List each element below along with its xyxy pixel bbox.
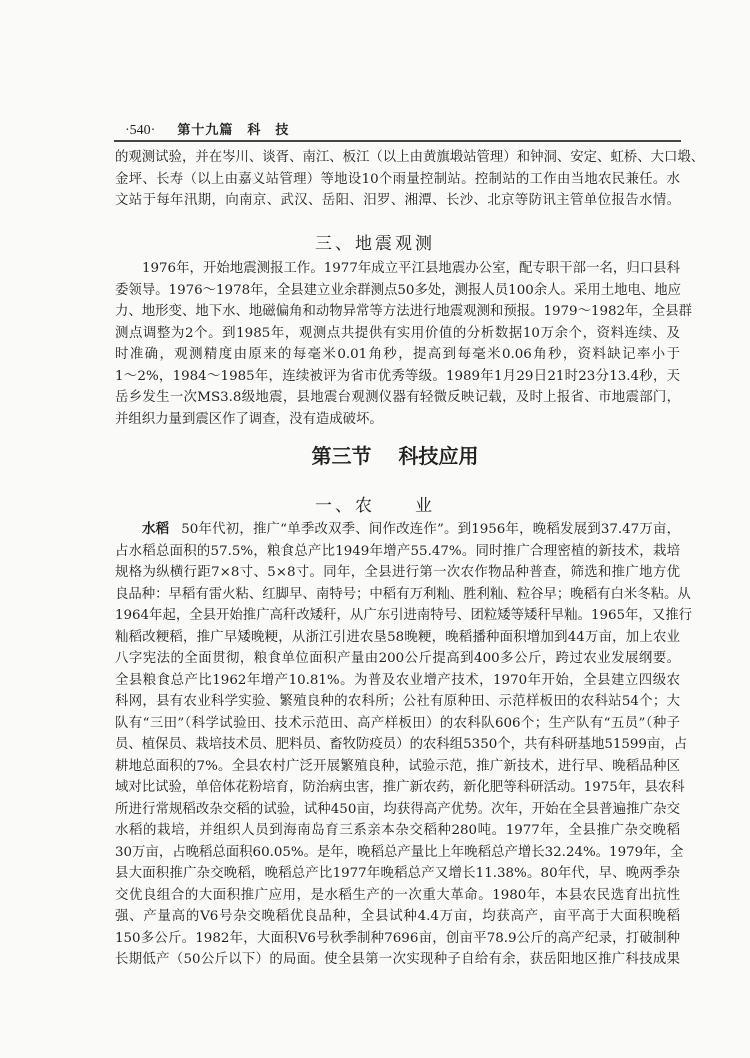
text-line-content: 良品种：早稻有雷火粘、红脚早、南特号；中稻有万利籼、胜利籼、粒谷早；晚稻有白米冬粘。从	[115, 586, 691, 602]
text-line	[115, 301, 692, 323]
text-line	[115, 409, 680, 431]
text-line	[115, 519, 680, 541]
text-line-content: 测点调整为2个。到1985年，观测点共提供有实用价值的分析数据10万余个，资料连续、及	[115, 325, 680, 341]
text-line-content: 水稻的栽培，并组织人员到海南岛育三系亲本杂交稻种280吨。1977年，全县推广杂交晚稻	[115, 823, 680, 838]
text-line-content: 八字宪法的全面贯彻，粮食单位面积产量由200公斤提高到400多公斤，跨过农业发展纲要。	[115, 651, 680, 666]
text-line-content: 1976年，开始地震测报工作。1977年成立平江县地震办公室，配专职干部一名，归口县科	[142, 261, 680, 276]
text-line	[115, 323, 680, 345]
text-line	[115, 799, 680, 821]
running-header	[125, 119, 289, 139]
text-line	[115, 863, 680, 885]
paragraph-continued	[115, 147, 705, 212]
text-line-content: 规格为纵横行距7×8寸、5×8寸。同年，全县进行第一次农作物品种普查，筛选和推广地方优	[115, 565, 680, 580]
text-line	[115, 605, 692, 627]
text-line	[115, 541, 680, 563]
text-line	[115, 147, 705, 169]
text-line	[115, 387, 680, 409]
text-line-content: 30万亩，占晚稻总面积60.05%。是年，晚稻总产量比上年晚稻总产增长32.24%。1979年，全	[115, 844, 684, 860]
text-line-content: 并组织力量到震区作了调查，没有造成破坏。	[115, 411, 383, 427]
text-line-content: 长期低产（50公斤以下）的局面。使全县第一次实现种子自给有余，获岳阳地区推广科技成果	[115, 952, 680, 967]
paragraph-rice	[115, 519, 692, 971]
text-line	[115, 885, 680, 907]
text-line	[115, 562, 680, 584]
text-line	[115, 906, 680, 928]
text-line-content: 1～2%，1984～1985年，连续被评为省市优秀等级。1989年1月29日21时23分13.4秒，天	[115, 368, 680, 384]
text-line	[115, 344, 680, 366]
text-line	[115, 169, 680, 191]
text-line	[115, 584, 691, 606]
text-line	[115, 670, 680, 692]
text-line-content: 队有“三田”（科学试验田、技术示范田、高产样板田）的农科队606个；生产队有“五员”（种子	[115, 715, 680, 731]
text-line-content: 金坪、长寿（以上由嘉义站管理）等地设10个雨量控制站。控制站的工作由当地农民兼任。水	[115, 171, 680, 187]
header-rule	[114, 140, 681, 142]
paragraph-lead-term: 水稻	[142, 522, 170, 537]
text-line	[115, 820, 680, 842]
text-line	[115, 280, 680, 302]
text-line-content: 的观测试验，并在岑川、谈胥、南江、板江（以上由黄旗塅站管理）和钟洞、安定、虹桥、大口塅、	[115, 150, 705, 165]
text-line-content: 籼稻改粳稻，推广早矮晚粳，从浙江引进农垦58晚粳，晚稻播种面积增加到44万亩，加上农业	[115, 629, 680, 645]
text-line-content: 占水稻总面积的57.5%，粮食总产比1949年增产55.47%。同时推广合理密植的新技术，栽培	[115, 543, 680, 559]
text-line	[115, 366, 680, 388]
section-title: 第三节 科技应用	[311, 444, 479, 468]
text-line-content: 强、产量高的V6号杂交晚稻优良品种，全县试种4.4万亩，均获高产，亩平高于大面积晚稻	[115, 909, 680, 924]
text-line-content: 150多公斤。1982年，大面积V6号秋季制种7696亩，创亩平78.9公斤的高产纪录，打破制种	[115, 930, 680, 946]
text-line	[115, 648, 680, 670]
text-line	[115, 258, 680, 280]
text-line	[115, 928, 680, 950]
text-line	[115, 842, 684, 864]
text-line	[115, 713, 680, 735]
text-line-content: 科网，县有农业科学实验、繁殖良种的农科所；公社有原种田、示范样板田的农科站54个；大	[115, 694, 680, 709]
text-line-content: 员、植保员、栽培技术员、肥料员、畜牧防疫员）的农科组5350个，共有科研基地51599亩，占	[115, 737, 688, 752]
part-title: 第十九篇 科 技	[177, 123, 290, 138]
text-line-content: 岳乡发生一次MS3.8级地震，县地震台观测仪器有轻微反映记载，及时上报省、市地震部门，	[115, 390, 680, 405]
text-line	[115, 691, 680, 713]
text-line	[115, 949, 680, 971]
text-line-content: 耕地总面积的7%。全县农村广泛开展繁殖良种，试验示范，推广新技术，进行早、晚稻品种区	[115, 758, 680, 774]
text-line-content: 委领导。1976～1978年，全县建立业余群测点50多处，测报人员100余人。采用土地电、地应	[115, 282, 682, 298]
text-line	[115, 734, 688, 756]
text-line-content: 50年代初，推广“单季改双季、间作改连作”。到1956年，晚稻发展到37.47万亩，	[181, 522, 680, 537]
text-line-content: 所进行常规稻改杂交稻的试验，试种450亩，均获得高产优势。次年，开始在全县普遍推广杂交	[115, 801, 680, 817]
text-line-content: 1964年起，全县开始推广高秆改矮秆，从广东引进南特号、团粒矮等矮秆早籼。1965年，又推行	[115, 608, 692, 623]
heading-seismic-observation: 三、地震观测	[315, 234, 435, 254]
text-line	[115, 190, 680, 212]
text-line	[115, 777, 685, 799]
text-line	[115, 756, 680, 778]
paragraph-seismic	[115, 258, 692, 430]
text-line-content: 交优良组合的大面积推广应用，是水稻生产的一次重大革命。1980年，本县农民选育出抗性	[115, 887, 680, 903]
heading-agriculture: 一、农 业	[315, 496, 435, 516]
text-line-content: 县大面积推广杂交晚稻，晚稻总产比1977年晚稻总产又增长11.38%。80年代，早、晚两季杂	[115, 866, 680, 881]
text-line-content: 文站于每年汛期，向南京、武汉、岳阳、汨罗、湘潭、长沙、北京等防讯主管单位报告水情。	[115, 193, 680, 208]
text-line	[115, 627, 680, 649]
text-line-content: 时准确，观测精度由原来的每毫米0.01角秒，提高到每毫米0.06角秒，资料缺记率小于	[115, 347, 680, 362]
page-number: ·540·	[125, 123, 156, 138]
text-line-content: 全县粮食总产比1962年增产10.81%。为普及农业增产技术，1970年开始，全县建立四级农	[115, 672, 680, 688]
text-line-content: 力、地形变、地下水、地磁偏角和动物异常等方法进行地震观测和预报。1979～1982年，全县群	[115, 304, 692, 319]
text-line-content: 域对比试验，单倍体花粉培育，防治病虫害，推广新农药，新化肥等科研活动。1975年，县农科	[115, 780, 685, 795]
